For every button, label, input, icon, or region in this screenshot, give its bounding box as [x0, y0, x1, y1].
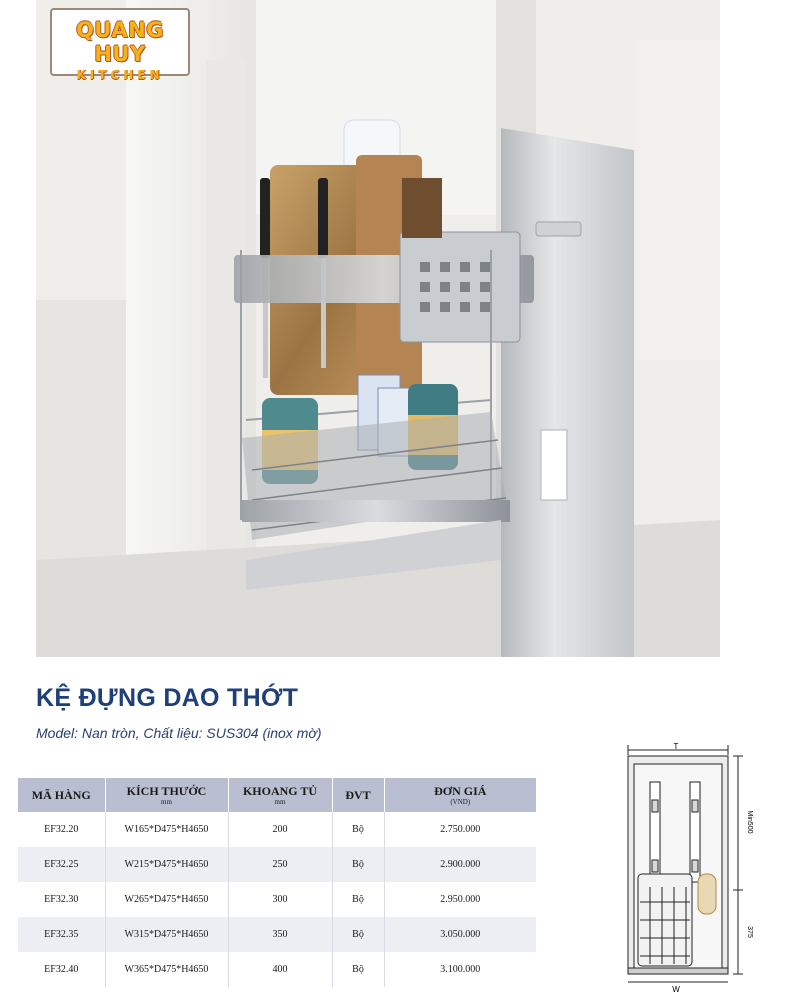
cell-code: EF32.30 — [44, 894, 79, 905]
kitchen-cabinet-illustration — [36, 0, 720, 657]
cell-size: W265*D475*H4650 — [105, 882, 228, 917]
cell-size: W165*D475*H4650 — [105, 812, 228, 847]
drawing-label-side2: 375 — [746, 926, 753, 938]
table-row — [18, 952, 536, 987]
cell-cabinet: 300 — [228, 882, 332, 917]
cell-price: 2.950.000 — [384, 882, 536, 917]
cell-price: 3.100.000 — [384, 952, 536, 987]
cell-code: EF32.20 — [44, 824, 79, 835]
header-unit: ĐVT — [332, 778, 384, 812]
drawing-label-top: T — [673, 742, 679, 751]
cell-unit: Bộ — [332, 882, 384, 917]
cell-size: W315*D475*H4650 — [105, 917, 228, 952]
cell-cabinet: 350 — [228, 917, 332, 952]
cell-cabinet: 200 — [228, 812, 332, 847]
cell-cabinet: 250 — [228, 847, 332, 882]
table-row — [18, 847, 536, 882]
header-code: MÃ HÀNG — [18, 778, 105, 812]
cell-size: W215*D475*H4650 — [105, 847, 228, 882]
cell-price: 3.050.000 — [384, 917, 536, 952]
cell-price: 2.900.000 — [384, 847, 536, 882]
table-row — [18, 882, 536, 917]
price-table — [18, 778, 536, 987]
cell-size: W365*D475*H4650 — [105, 952, 228, 987]
header-price: ĐƠN GIÁ (VND) — [384, 778, 536, 812]
brand-logo — [50, 8, 190, 82]
cell-code: EF32.25 — [18, 847, 105, 882]
table-row — [18, 812, 536, 847]
drawing-label-bottom: W — [672, 985, 680, 994]
header-size: KÍCH THƯỚC mm — [105, 778, 228, 812]
cell-unit: Bộ — [332, 812, 384, 847]
cell-code: EF32.40 — [44, 964, 79, 975]
product-title: KỆ ĐỰNG DAO THỚT — [36, 684, 299, 712]
cell-price: 2.750.000 — [384, 812, 536, 847]
drawing-label-side: Min500 — [746, 810, 753, 834]
technical-drawing — [610, 742, 760, 994]
cell-code: EF32.35 — [18, 917, 105, 952]
cell-unit: Bộ — [332, 952, 384, 987]
table-row — [18, 917, 536, 952]
product-photo — [36, 0, 720, 657]
product-model-line: Model: Nan tròn, Chất liệu: SUS304 (inox mờ) — [36, 725, 322, 741]
cell-unit: Bộ — [332, 917, 384, 952]
header-cabinet: KHOANG TỦ mm — [228, 778, 332, 812]
cell-unit: Bộ — [332, 847, 384, 882]
table-header-row — [18, 778, 536, 812]
logo-sub-text: KITCHEN — [76, 68, 164, 82]
logo-brand-text: QUANG HUY — [76, 18, 164, 66]
cell-cabinet: 400 — [228, 952, 332, 987]
